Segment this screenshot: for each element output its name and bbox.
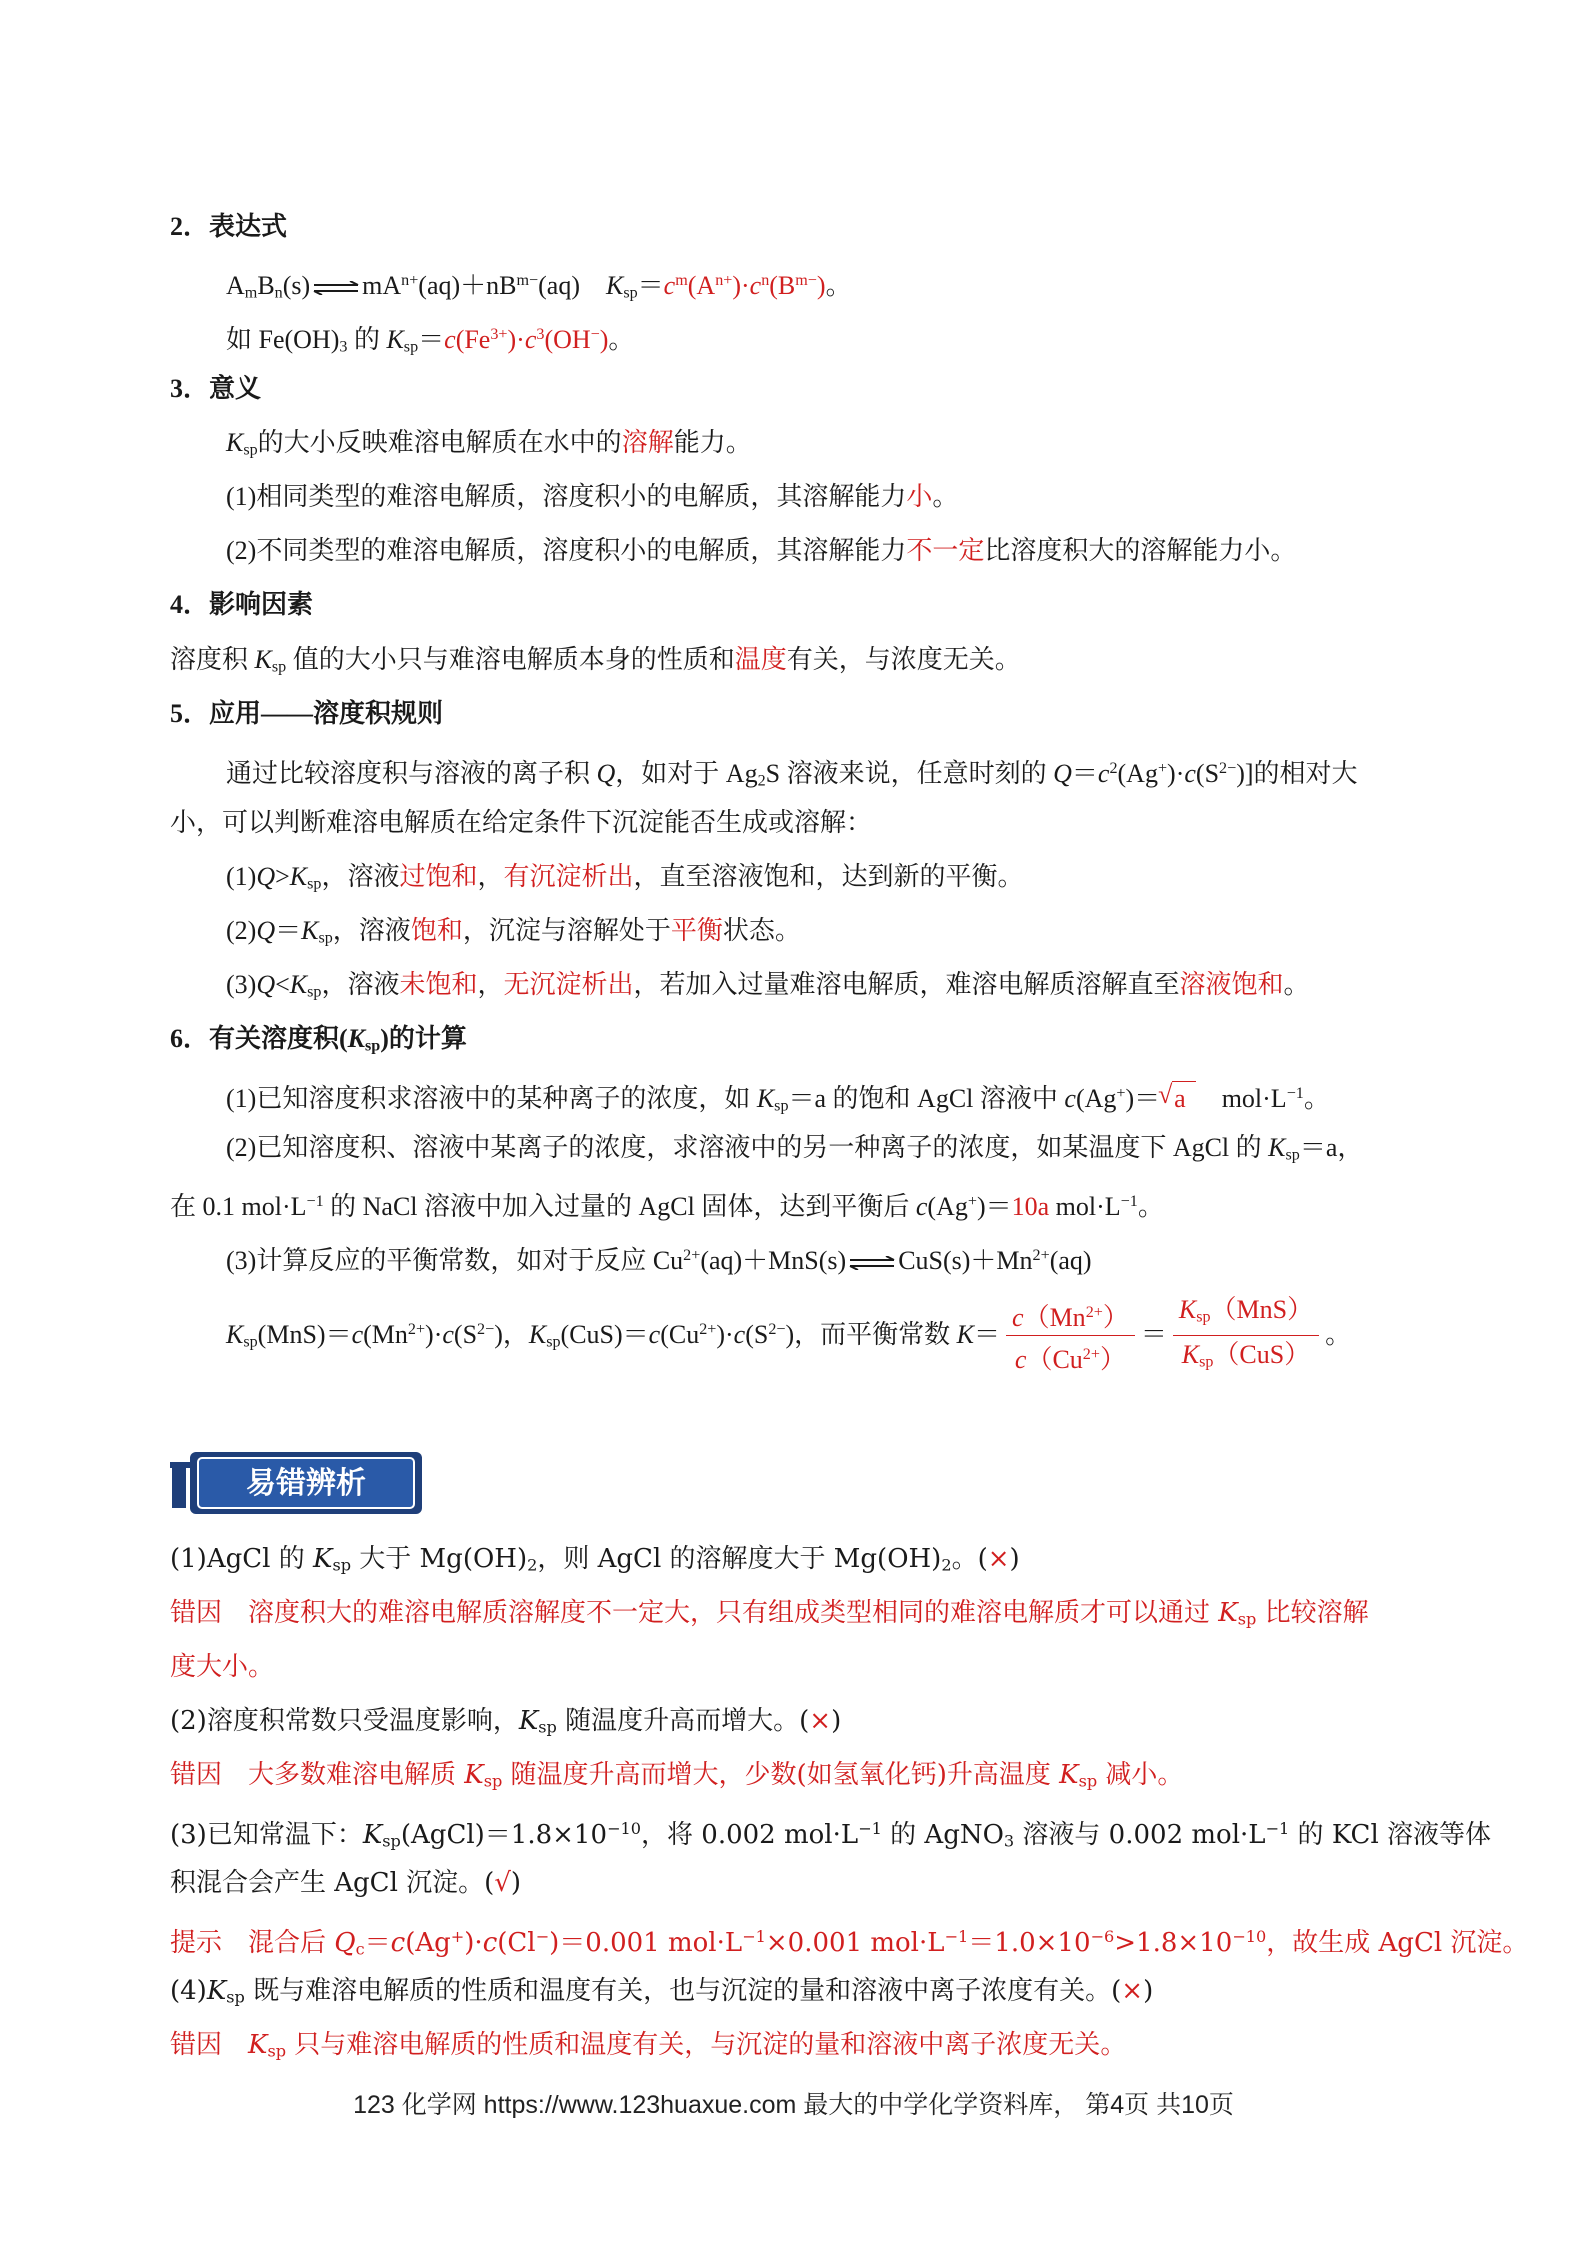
factors-text: 溶度积 $K_{sp}$ 值的大小只与难溶电解质本身的性质和温度有关，与浓度无关。: [170, 645, 1021, 676]
meaning-point-2: (2)不同类型的难溶电解质，溶度积小的电解质，其溶解能力不一定比溶度积大的溶解能力小。: [226, 536, 1297, 565]
calc-2-line1: (2)已知溶度积、溶液中某离子的浓度，求溶液中的另一种离子的浓度，如某温度下 AgCl 的 $K_{sp}=a$，: [226, 1133, 1364, 1164]
hint-3: 提示 混合后 $Q_c=c(Ag^+)\cdot c(Cl^-)=0.001$ $mol\cdot L^{-1}\times 0.001$ $mol\cdot L^{-1}=1.0\times 10^{-6}>1.8\times 10^{-10}$，故生成 AgCl 沉淀。: [170, 1927, 1529, 1959]
equilibrium-arrow-icon: [848, 1256, 896, 1270]
calc-1: (1)已知溶度积求溶液中的某种离子的浓度，如 $K_{sp}=a$ 的饱和 AgCl 溶液中 c(Ag+)＝√ a $mol\cdot L^{-1}$。: [226, 1077, 1447, 1123]
expression-line: $A_mB_n(s)$ $mA^{n+}(aq)+nB^{m-}(aq)$ $K_{sp}=c^m(A^{n+})\cdot c^n(B^{m-})$。: [226, 270, 852, 302]
section-6-title: 6．有关溶度积$(K_{sp})$的计算: [170, 1024, 467, 1055]
error-reason-2: 错因 大多数难溶电解质 $K_{sp}$ 随温度升高而增大，少数(如氢氧化钙)升高温度 $K_{sp}$ 减小。: [170, 1760, 1184, 1791]
error-item-3-line1: (3)已知常温下：$K_{sp}(AgCl)=1.8\times 10^{-10}$，将 0.002 $mol\cdot L^{-1}$ 的 AgNO$_3$ 溶液与 0.002 $mol\cdot L^{-1}$ 的 KCl 溶液等体: [170, 1819, 1492, 1851]
equilibrium-arrow-icon: [312, 281, 360, 295]
meaning-intro: $K_{sp}$的大小反映难溶电解质在水中的溶解能力。: [226, 428, 752, 459]
error-item-2: (2)溶度积常数只受温度影响，$K_{sp}$ 随温度升高而增大。(×): [170, 1706, 842, 1737]
section-4-title: 4．影响因素: [170, 590, 314, 619]
error-reason-1-line2: 度大小。: [170, 1652, 275, 1682]
error-item-4: $(4)K_{sp}$ 既与难溶电解质的性质和温度有关，也与沉淀的量和溶液中离子浓度有关。(×): [170, 1976, 1154, 2007]
section-3-title: 3．意义: [170, 374, 262, 403]
calc-3-formula: $K_{sp}(MnS)=c(Mn^{2+})\cdot c(S^{2-})$，$K_{sp}(CuS)=c(Cu^{2+})\cdot c(S^{2-})$，而平衡常数 K＝ $\frac{c(Mn^{2+})}{c(Cu^{2+})}$ ＝ $\frac{K_{sp}(MnS)}{K_{sp}(CuS)}$ 。: [226, 1290, 1447, 1374]
rule-intro-line2: 小，可以判断难溶电解质在给定条件下沉淀能否生成或溶解：: [170, 808, 873, 837]
error-item-1: (1)AgCl 的 $K_{sp}$ 大于 $Mg(OH)_2$，则 AgCl 的溶解度大于 $Mg(OH)_2$。(×): [170, 1544, 1020, 1575]
section-5-title: 5．应用——溶度积规则: [170, 699, 444, 728]
rule-2: $(2)Q=K_{sp}$，溶液饱和，沉淀与溶解处于平衡状态。: [226, 916, 801, 947]
section-2-title: 2．表达式: [170, 212, 288, 241]
calc-2-line2: 在 0.1 $mol\cdot L^{-1}$ 的 NaCl 溶液中加入过量的 AgCl 固体，达到平衡后 c(Ag+)＝10a $mol\cdot L^{-1}$。: [170, 1191, 1164, 1221]
error-item-3-line2: 积混合会产生 AgCl 沉淀。(√): [170, 1868, 522, 1898]
rule-1: $(1)Q>K_{sp}$，溶液过饱和，有沉淀析出，直至溶液饱和，达到新的平衡。: [226, 862, 1024, 893]
rule-intro-line1: 通过比较溶度积与溶液的离子积 Q，如对于 $Ag_2S$ 溶液来说，任意时刻的 $Q=c^2(Ag^+)\cdot c(S^{2-})$]的相对大: [226, 758, 1358, 790]
fraction-concentration: $\frac{c(Mn^{2+})}{c(Cu^{2+})}$: [1006, 1295, 1135, 1380]
example-feoh3: 如 $Fe(OH)_3$ 的 $K_{sp}=c(Fe^{3+})\cdot c^3(OH^-)$。: [226, 324, 635, 356]
meaning-point-1: (1)相同类型的难溶电解质，溶度积小的电解质，其溶解能力小。: [226, 482, 959, 511]
section-banner: [170, 1448, 426, 1520]
fraction-ksp: $\frac{K_{sp}(MnS)}{K_{sp}(CuS)}$: [1173, 1292, 1319, 1382]
banner-label: 易错辨析: [246, 1466, 366, 1501]
error-reason-1-line1: 错因 溶度积大的难溶电解质溶解度不一定大，只有组成类型相同的难溶电解质才可以通过 $K_{sp}$ 比较溶解: [170, 1598, 1369, 1629]
page-footer: 123 化学网 https://www.123huaxue.com 最大的中学化学资料库， 第4页 共10页: [353, 2091, 1234, 2119]
rule-3: $(3)Q<K_{sp}$，溶液未饱和，无沉淀析出，若加入过量难溶电解质，难溶电解质溶解直至溶液饱和。: [226, 970, 1310, 1001]
error-reason-4: 错因 $K_{sp}$ 只与难溶电解质的性质和温度有关，与沉淀的量和溶液中离子浓度无关。: [170, 2030, 1127, 2061]
calc-3-line1: (3)计算反应的平衡常数，如对于反应 $Cu^{2+}(aq)+MnS(s)$ $CuS(s)+Mn^{2+}(aq)$: [226, 1245, 1092, 1275]
